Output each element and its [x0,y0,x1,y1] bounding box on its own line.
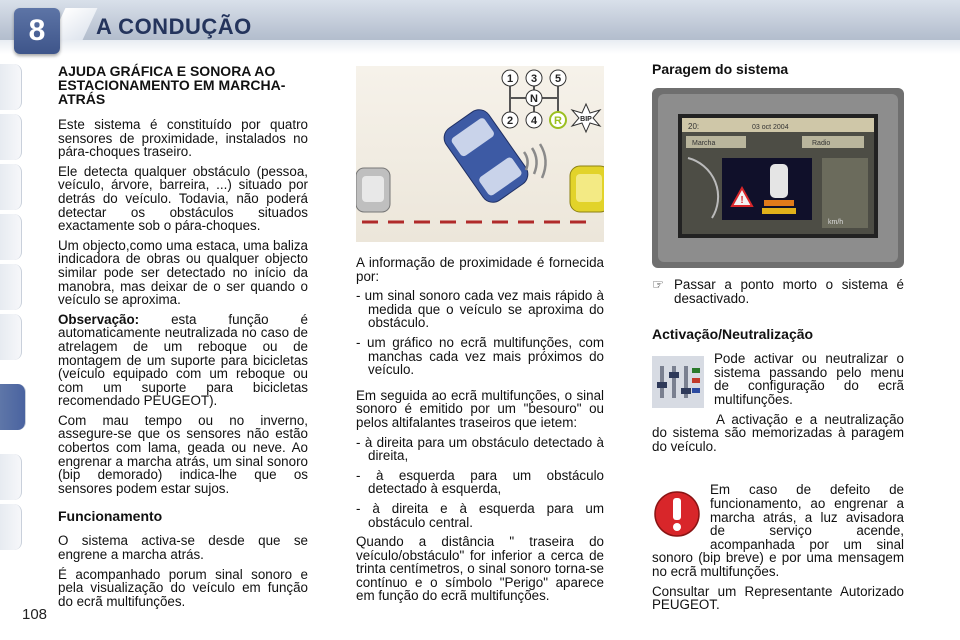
side-tab-9[interactable] [0,504,22,550]
paragraph: A activação e a neutralização do sistema são memorizadas à paragem do veículo. [652,411,904,454]
warning-exclamation-icon [652,489,702,539]
observation-paragraph [58,313,308,408]
gear-5-label: 5 [554,73,562,85]
chapter-title: A CONDUÇÃO [96,14,252,39]
pointing-hand-icon: ☞ [652,277,665,292]
side-tab-1[interactable] [0,64,22,110]
activation-block [652,352,904,453]
paragraph: É acompanhado porum sinal sonoro e pela visualização do veículo em função do ecrã multifunções. [58,566,308,609]
side-tab-8[interactable] [0,454,22,500]
side-tab-3[interactable] [0,164,22,210]
screen-unit: km/h [828,219,844,226]
multifunction-screen-svg [652,88,904,268]
observation-text: esta função é automaticamente neutralizada no caso de atrelagem de um reboque ou de montagem de um suporte para bicicletas (veículo equipado com um reboque ou com um suporte para bicicletas recomendado PEUGEOT). [58,311,308,409]
screen-date: 03 oct 2004 [752,124,789,131]
proximity-info-list [356,289,604,377]
screen-tab-2: Radio [812,140,831,147]
system-stop-bullet [652,278,904,305]
svg-text:!: ! [740,195,744,206]
header-band-highlight [0,40,960,54]
list-item: - um gráfico no ecrã multifunções, com manchas cada vez mais próximos do veículo. [356,334,604,378]
paragraph: Este sistema é constituído por quatro sensores de proximidade, instalados no pára-choques traseiro. [58,117,308,160]
gear-r-label: R [554,115,562,127]
paragraph: Quando a distância " traseira do veículo/obstáculo" for inferior a cerca de trinta centímetros, o sinal sonoro torna-se contínuo e o símbolo "Perigo" aparece em função do ecrã multifunções. [356,534,604,604]
side-tab-active-chapter[interactable] [0,384,26,430]
parking-illustration [356,66,604,242]
list-item: - à direita e à esquerda para um obstáculo central. [356,500,604,530]
chapter-badge: 8 [14,8,60,54]
multifunction-screen-illustration [652,88,904,268]
gear-1-label: 1 [506,73,514,85]
paragraph: Em seguida ao ecrã multifunções, o sinal sonoro é emitido por um "besouro" ou pelos altifalantes traseiros que ietem: [356,387,604,430]
column-right [652,62,904,87]
speaker-direction-list [356,436,604,530]
side-tab-2[interactable] [0,114,22,160]
section-heading-activation: Activação/Neutralização [652,326,814,343]
observation-label: Observação: [58,311,140,327]
section-heading-system-stop: Paragem do sistema [652,61,789,77]
paragraph: Consultar um Representante Autorizado PEUGEOT. [652,583,904,613]
gear-n-label: N [530,93,538,105]
section-heading-operation: Funcionamento [58,508,163,525]
warning-block [652,483,904,611]
column-middle [356,256,604,609]
paragraph: Um objecto,como uma estaca, uma baliza indicadora de obras ou qualquer objecto similar pode ser detectado no início da manobra, mas deixar de o ser quando o veículo se aproxima. [58,237,308,308]
paragraph: Ele detecta qualquer obstáculo (pessoa, veículo, árvore, barreira, ...) situado por detrás do veículo. Todavia, não poderá detectar os obstáculos situados exactamente sob o pára-choques. [58,163,308,234]
section-heading-parking-aid: AJUDA GRÁFICA E SONORA AO ESTACIONAMENTO EM MARCHA-ATRÁS [58,63,286,107]
list-item: - um sinal sonoro cada vez mais rápido à medida que o veículo se aproxima do obstáculo. [356,288,604,331]
paragraph: Com mau tempo ou no inverno, assegure-se que os sensores não estão cobertos com lama, geada ou neve. Ao engrenar a marcha atrás, um sinal sonoro (bip demorado) indica-lhe que os sensores podem estar sujos. [58,412,308,496]
paragraph: Pode activar ou neutralizar o sistema passando pelo menu de configuração do ecrã multifunções. [714,351,904,407]
column-left [58,64,308,614]
screen-tab-1: Marcha [692,140,716,147]
list-item: - à direita para um obstáculo detectado à direita, [356,434,604,464]
page-number: 108 [22,606,48,623]
side-tab-6[interactable] [0,314,22,360]
screen-clock: 20: [688,122,700,131]
gear-4-label: 4 [530,115,538,127]
system-stop-text: Passar a ponto morto o sistema é desactivado. [674,277,904,306]
gear-2-label: 2 [506,115,514,127]
list-item: - à esquerda para um obstáculo detectado à esquerda, [356,467,604,497]
gear-3-label: 3 [530,73,538,85]
beep-label: BIP [580,116,592,123]
configuration-menu-icon [652,356,704,408]
paragraph: Em caso de defeito de funcionamento, ao engrenar a marcha atrás, a luz avisadora de serviço acende, acompanhada por um sinal sonoro (bip breve) e por uma mensagem no ecrã multifunções. [652,482,904,579]
parking-illustration-svg [356,66,604,242]
column-right-lower [652,278,904,618]
side-tab-4[interactable] [0,214,22,260]
paragraph: O sistema activa-se desde que se engrene a marcha atrás. [58,533,308,563]
side-tab-5[interactable] [0,264,22,310]
paragraph: A informação de proximidade é fornecida por: [356,255,604,284]
